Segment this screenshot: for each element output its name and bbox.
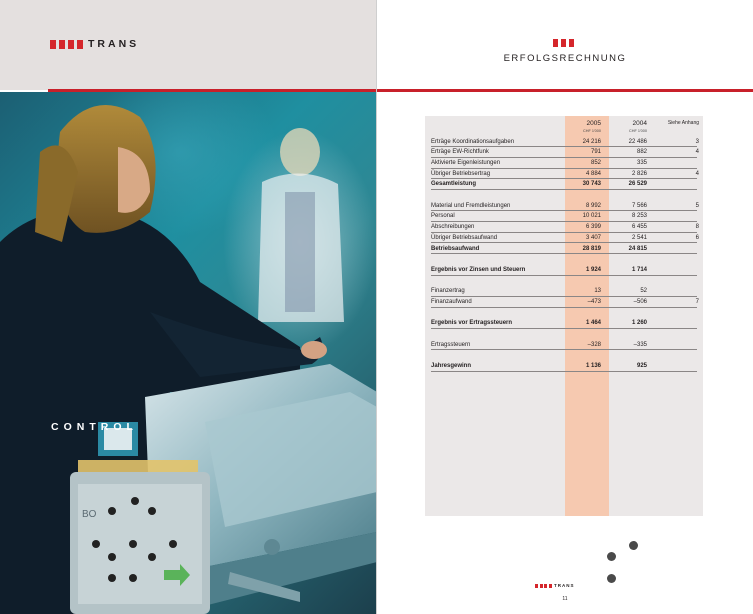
logo-bar [535,584,538,588]
value-2005: 24 216 [582,138,601,145]
value-2004: –506 [633,299,647,305]
table-row [431,169,697,180]
year-label: 2004 [632,120,647,127]
section-label: CONTROL [51,421,138,433]
table-row [431,222,697,233]
mark-bar [569,39,574,47]
value-2005: 8 992 [585,202,601,209]
value-2005: 6 399 [585,224,601,231]
value-2005: 28 819 [582,245,601,252]
table-row [431,201,697,212]
row-label: Betriebsaufwand [431,245,480,252]
row-label: Ertragssteuern [431,341,471,348]
year-label: 2005 [586,120,601,127]
value-2004: 7 566 [631,202,647,209]
svg-text:BO: BO [82,509,97,520]
row-label: Übriger Betriebsaufwand [431,234,498,241]
table-row [431,147,697,158]
column-header-note: Siehe Anhang [667,120,699,126]
value-2004: 6 455 [631,224,647,231]
row-label: Abschreibungen [431,224,475,231]
row-label: Erträge EW-Richtfunk [431,149,489,156]
row-label: Ergebnis vor Zinsen und Steuern [431,266,526,273]
column-header-2004 [611,120,647,133]
note-ref: 3 [695,138,699,145]
value-2005: 3 407 [585,234,601,241]
logo-bar [549,584,552,588]
logo-bar [540,584,543,588]
row-label: Jahresgewinn [431,363,472,370]
table-row [431,179,697,190]
logo-bar [59,40,65,49]
value-2005: 10 021 [582,213,601,220]
unit-label: CHF 1'000 [582,129,601,133]
row-label: Gesamtleistung [431,181,477,188]
dot [607,552,616,561]
value-2005: 1 924 [585,266,601,273]
row-label: Finanzertrag [431,288,465,295]
value-2005: –328 [587,341,601,348]
row-label: Personal [431,213,455,220]
unit-label: CHF 1'000 [628,129,647,133]
income-statement-table [425,116,703,516]
table-row [431,297,697,308]
column-header-2005 [565,120,601,133]
value-2004: 8 253 [631,213,647,220]
note-ref: 4 [695,149,699,156]
note-ref: 7 [695,299,699,305]
value-2004: 26 529 [628,181,647,188]
table-row [431,265,697,276]
logo-bar [50,40,56,49]
value-2004: 1 260 [631,320,647,327]
table-row [431,361,697,372]
table-row [431,340,697,351]
row-label: Material und Fremdleistungen [431,202,511,209]
table-row [431,244,697,255]
table-row [431,318,697,329]
logo-bar [77,40,83,49]
value-2004: 2 541 [631,234,647,241]
header-rule [377,89,753,92]
table-row [431,137,697,148]
value-2004: 52 [640,288,647,295]
table-row [431,286,697,297]
value-2004: 1 714 [631,266,647,273]
row-label: Erträge Koordinationsaufgaben [431,138,515,145]
section-mark [553,39,577,47]
footer-logo [535,583,575,588]
row-label: Aktivierte Eigenleistungen [431,159,501,166]
page-title: ERFOLGSRECHNUNG [503,53,627,64]
mark-bar [561,39,566,47]
value-2005: 852 [590,159,601,166]
value-2005: 1 464 [585,320,601,327]
row-label: Übriger Betriebsertrag [431,170,491,177]
page-number: 11 [562,596,568,602]
decorative-dots [605,536,655,596]
right-page [377,0,753,614]
table-row [431,233,697,244]
dot [607,574,616,583]
value-2004: 882 [636,149,647,156]
value-2004: 925 [636,363,647,370]
brand-logo [50,38,139,50]
row-label: Ergebnis vor Ertragssteuern [431,320,513,327]
note-ref: 5 [695,202,699,209]
note-ref: 8 [695,224,699,231]
dot [629,541,638,550]
table-row [431,158,697,169]
footer-logo-text: TRANS [554,583,575,588]
value-2004: 22 486 [628,138,647,145]
logo-bar [544,584,547,588]
person-at-turnstile-photo [0,92,377,614]
value-2005: –473 [587,299,601,305]
mark-bar [553,39,558,47]
logo-bar [68,40,74,49]
value-2005: 4 884 [585,170,601,177]
logo-text: TRANS [88,38,140,50]
value-2005: 1 136 [585,363,601,370]
value-2004: 335 [636,159,647,166]
row-label: Finanzaufwand [431,299,472,305]
value-2004: –335 [633,341,647,348]
value-2005: 791 [590,149,601,156]
value-2004: 24 815 [628,245,647,252]
value-2004: 2 826 [631,170,647,177]
note-ref: 6 [695,234,699,241]
note-ref: 4 [695,170,699,177]
value-2005: 13 [594,288,601,295]
value-2005: 30 743 [582,181,601,188]
table-row [431,211,697,222]
